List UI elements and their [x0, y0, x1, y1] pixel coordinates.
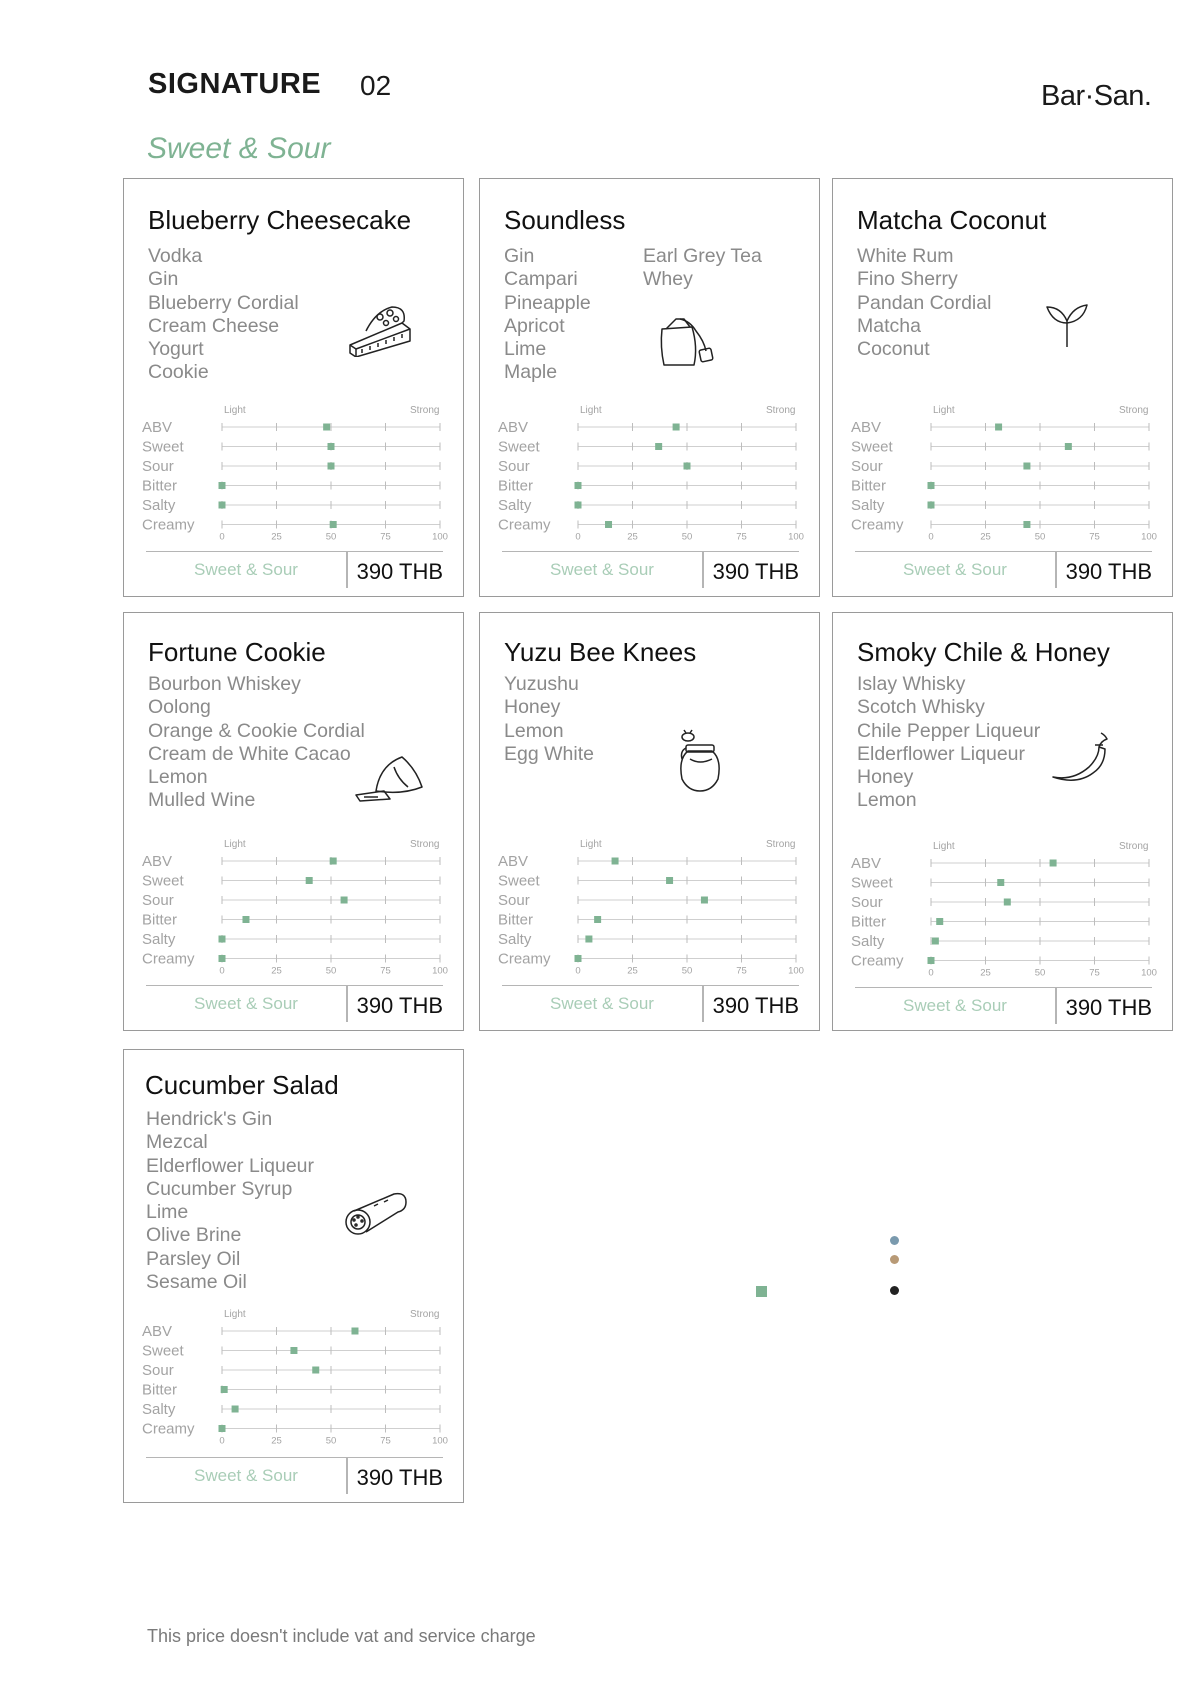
flavor-value-marker — [684, 463, 691, 470]
flavor-value-marker — [928, 482, 935, 489]
drink-name: Blueberry Cheesecake — [148, 205, 412, 235]
category-label: Sweet & Sour — [903, 560, 1007, 579]
divider — [346, 986, 348, 1022]
drink-card — [832, 178, 1173, 597]
ingredient: Parsley Oil — [146, 1247, 241, 1270]
cucumber-icon — [344, 1190, 408, 1238]
flavor-label: Salty — [142, 1401, 176, 1418]
ingredient: Mulled Wine — [148, 789, 256, 812]
flavor-label: ABV — [498, 853, 529, 870]
flavor-label: Creamy — [498, 516, 551, 534]
flavor-profile-chart — [851, 839, 1161, 979]
fortune-cookie-icon — [354, 753, 426, 803]
axis-light-label: Light — [580, 839, 602, 850]
drink-card — [832, 612, 1173, 1031]
flavor-label: Sweet — [498, 872, 540, 890]
ingredient: Elderflower Liqueur — [857, 742, 1026, 765]
flavor-label: ABV — [142, 419, 173, 436]
ingredient: Yogurt — [148, 338, 204, 361]
chili-pepper-icon — [1051, 731, 1111, 783]
tick-label: 100 — [788, 531, 804, 543]
category-label: Sweet & Sour — [550, 560, 654, 579]
axis-strong-label: Strong — [766, 839, 796, 850]
tick-label: 25 — [627, 965, 638, 977]
axis-strong-label: Strong — [410, 405, 440, 416]
ingredient: White Rum — [857, 245, 954, 267]
ingredient: Lemon — [504, 719, 564, 742]
flavor-label: Salty — [142, 497, 176, 514]
flavor-value-marker — [1065, 443, 1072, 450]
flavor-label: Creamy — [142, 516, 195, 534]
flavor-label: Sweet — [498, 438, 540, 456]
section-title: Sweet & Sour — [147, 132, 331, 165]
tick-label: 100 — [432, 1435, 448, 1447]
flavor-value-marker — [1004, 899, 1011, 906]
honey-jar-icon — [676, 729, 724, 793]
axis-light-label: Light — [224, 839, 246, 850]
ingredient-list — [504, 673, 594, 766]
tick-label: 0 — [928, 967, 934, 979]
flavor-value-marker — [290, 1347, 297, 1354]
ingredient: Olive Brine — [146, 1224, 242, 1247]
flavor-label: Creamy — [142, 1420, 195, 1438]
flavor-value-marker — [605, 521, 612, 528]
axis-strong-label: Strong — [1119, 841, 1149, 852]
flavor-value-marker — [575, 955, 582, 962]
axis-strong-label: Strong — [1119, 405, 1149, 416]
ingredient: Elderflower Liqueur — [146, 1154, 315, 1177]
flavor-label: ABV — [851, 419, 882, 436]
ingredient: Islay Whisky — [857, 673, 966, 695]
ingredient-list — [504, 245, 591, 385]
flavor-value-marker — [575, 502, 582, 509]
ingredient: Cream de White Cacao — [148, 742, 351, 765]
ingredient: Sesame Oil — [146, 1271, 247, 1294]
flavor-label: Sour — [142, 458, 174, 475]
price: 390 THB — [712, 559, 799, 584]
axis-strong-label: Strong — [766, 405, 796, 416]
flavor-profile-chart — [142, 837, 452, 977]
flavor-label: Sour — [498, 892, 530, 909]
ingredient: Blueberry Cordial — [148, 291, 299, 314]
drink-name: Cucumber Salad — [145, 1070, 339, 1100]
drink-name: Matcha Coconut — [857, 205, 1047, 235]
flavor-value-marker — [997, 879, 1004, 886]
ingredient-list — [148, 673, 365, 813]
tick-label: 50 — [681, 965, 693, 977]
flavor-value-marker — [594, 916, 601, 923]
flavor-label: Bitter — [851, 477, 887, 495]
flavor-label: Salty — [851, 933, 885, 950]
ingredient: Lime — [146, 1201, 189, 1224]
flavor-label: Sweet — [142, 1342, 184, 1360]
flavor-label: ABV — [142, 1323, 173, 1340]
tick-label: 100 — [788, 965, 804, 977]
flavor-label: Sour — [142, 892, 174, 909]
drink-card — [123, 178, 464, 597]
tick-label: 100 — [1141, 967, 1157, 979]
tick-label: 25 — [627, 531, 638, 543]
ingredient: Honey — [857, 766, 914, 789]
flavor-profile-chart — [142, 1307, 452, 1447]
ingredient: Matcha — [857, 314, 921, 337]
flavor-label: ABV — [498, 419, 529, 436]
ingredient-list — [857, 245, 991, 361]
divider — [702, 552, 704, 588]
ingredient: Lemon — [857, 789, 917, 812]
flavor-value-marker — [323, 424, 330, 431]
flavor-value-marker — [306, 877, 313, 884]
tick-label: 0 — [928, 531, 934, 543]
flavor-value-marker — [330, 521, 337, 528]
drink-card — [479, 178, 820, 597]
flavor-label: Bitter — [498, 477, 534, 495]
flavor-label: Salty — [142, 931, 176, 948]
ingredient: Pandan Cordial — [857, 291, 992, 314]
flavor-label: Salty — [498, 931, 532, 948]
ingredient: Whey — [643, 268, 693, 291]
tick-label: 25 — [980, 531, 991, 543]
flavor-value-marker — [575, 482, 582, 489]
price-disclaimer: This price doesn't include vat and service charge — [147, 1626, 536, 1646]
ingredient: Honey — [504, 696, 561, 719]
category-label: Sweet & Sour — [194, 1466, 298, 1485]
flavor-value-marker — [932, 938, 939, 945]
ingredient: Earl Grey Tea — [643, 245, 762, 267]
divider — [1055, 552, 1057, 588]
sprout-icon — [1045, 303, 1089, 349]
legend-dot-blue — [890, 1236, 899, 1245]
flavor-value-marker — [585, 936, 592, 943]
tick-label: 75 — [736, 965, 747, 977]
axis-light-label: Light — [224, 1309, 246, 1320]
flavor-value-marker — [219, 955, 226, 962]
drink-card — [479, 612, 820, 1031]
drink-name: Yuzu Bee Knees — [504, 637, 697, 667]
divider — [702, 986, 704, 1022]
tick-label: 75 — [1089, 967, 1100, 979]
flavor-label: ABV — [851, 855, 882, 872]
flavor-label: Sour — [142, 1362, 174, 1379]
tick-label: 50 — [681, 531, 693, 543]
card-footer — [502, 551, 799, 592]
tick-label: 50 — [325, 965, 337, 977]
legend-square-green — [756, 1286, 767, 1297]
drink-card — [123, 1049, 464, 1503]
axis-strong-label: Strong — [410, 1309, 440, 1320]
drink-card — [123, 612, 464, 1031]
card-footer — [502, 985, 799, 1026]
divider — [1055, 988, 1057, 1024]
flavor-label: Bitter — [142, 911, 178, 929]
flavor-label: ABV — [142, 853, 173, 870]
ingredient: Apricot — [504, 314, 565, 337]
tick-label: 50 — [325, 1435, 337, 1447]
flavor-value-marker — [928, 502, 935, 509]
flavor-value-marker — [328, 463, 335, 470]
ingredient: Yuzushu — [504, 673, 579, 695]
ingredient: Scotch Whisky — [857, 696, 985, 719]
ingredient: Gin — [504, 245, 535, 267]
flavor-value-marker — [1023, 521, 1030, 528]
flavor-value-marker — [330, 858, 337, 865]
ingredient: Coconut — [857, 338, 930, 361]
flavor-value-marker — [701, 897, 708, 904]
flavor-value-marker — [242, 916, 249, 923]
drink-name: Fortune Cookie — [148, 637, 326, 667]
divider — [346, 552, 348, 588]
price: 390 THB — [356, 993, 443, 1018]
category-label: Sweet & Sour — [194, 560, 298, 579]
ingredient-list — [857, 673, 1040, 813]
flavor-label: Sweet — [142, 438, 184, 456]
flavor-label: Sour — [851, 894, 883, 911]
flavor-value-marker — [232, 1406, 239, 1413]
page-title: SIGNATURE — [148, 68, 322, 100]
ingredient: Bourbon Whiskey — [148, 673, 301, 695]
flavor-value-marker — [221, 1386, 228, 1393]
ingredient: Fino Sherry — [857, 268, 958, 291]
tick-label: 0 — [575, 965, 581, 977]
tick-label: 50 — [1034, 531, 1046, 543]
legend-dot-black — [890, 1286, 899, 1295]
flavor-label: Sweet — [851, 438, 893, 456]
tick-label: 75 — [380, 965, 391, 977]
flavor-value-marker — [1050, 860, 1057, 867]
card-footer — [855, 987, 1152, 1028]
tick-label: 100 — [1141, 531, 1157, 543]
card-footer — [855, 551, 1152, 592]
category-label: Sweet & Sour — [194, 994, 298, 1013]
flavor-label: Bitter — [498, 911, 534, 929]
tick-label: 25 — [271, 1435, 282, 1447]
flavor-value-marker — [655, 443, 662, 450]
flavor-label: Creamy — [498, 950, 551, 968]
ingredient: Pineapple — [504, 291, 591, 314]
tick-label: 0 — [219, 531, 225, 543]
axis-light-label: Light — [933, 405, 955, 416]
ingredient-list — [148, 245, 299, 385]
tick-label: 0 — [219, 1435, 225, 1447]
flavor-value-marker — [666, 877, 673, 884]
flavor-profile-chart — [142, 403, 452, 543]
ingredient: Lime — [504, 338, 547, 361]
divider — [346, 1458, 348, 1494]
tick-label: 75 — [1089, 531, 1100, 543]
flavor-profile-chart — [851, 403, 1161, 543]
ingredient: Hendrick's Gin — [146, 1108, 273, 1130]
legend-dot-tan — [890, 1255, 899, 1264]
card-footer — [146, 1457, 443, 1498]
flavor-label: Sweet — [142, 872, 184, 890]
ingredient: Cookie — [148, 361, 209, 384]
tick-label: 100 — [432, 965, 448, 977]
price: 390 THB — [1065, 995, 1152, 1020]
flavor-value-marker — [219, 936, 226, 943]
ingredient: Lemon — [148, 766, 208, 789]
flavor-value-marker — [341, 897, 348, 904]
flavor-value-marker — [328, 443, 335, 450]
flavor-label: Creamy — [851, 952, 904, 970]
flavor-value-marker — [351, 1328, 358, 1335]
axis-light-label: Light — [224, 405, 246, 416]
tick-label: 25 — [980, 967, 991, 979]
page-number: 02 — [360, 70, 392, 101]
flavor-value-marker — [612, 858, 619, 865]
ingredient: Egg White — [504, 742, 594, 765]
flavor-value-marker — [673, 424, 680, 431]
flavor-value-marker — [219, 502, 226, 509]
tick-label: 50 — [1034, 967, 1046, 979]
tick-label: 75 — [380, 1435, 391, 1447]
ingredient: Campari — [504, 268, 578, 291]
axis-light-label: Light — [933, 841, 955, 852]
axis-strong-label: Strong — [410, 839, 440, 850]
flavor-label: Bitter — [851, 913, 887, 931]
tick-label: 100 — [432, 531, 448, 543]
category-label: Sweet & Sour — [550, 994, 654, 1013]
flavor-label: Sweet — [851, 874, 893, 892]
flavor-label: Sour — [851, 458, 883, 475]
tick-label: 25 — [271, 965, 282, 977]
flavor-value-marker — [219, 1425, 226, 1432]
flavor-value-marker — [928, 957, 935, 964]
ingredient: Maple — [504, 361, 558, 384]
flavor-value-marker — [1023, 463, 1030, 470]
price: 390 THB — [356, 559, 443, 584]
ingredient-list — [146, 1108, 314, 1294]
price: 390 THB — [356, 1465, 443, 1490]
drink-name: Smoky Chile & Honey — [857, 637, 1110, 667]
flavor-label: Creamy — [142, 950, 195, 968]
card-footer — [146, 985, 443, 1026]
tick-label: 0 — [219, 965, 225, 977]
ingredient: Cream Cheese — [148, 314, 280, 337]
brand-logo: Bar·San. — [1041, 80, 1152, 112]
flavor-value-marker — [312, 1367, 319, 1374]
tick-label: 0 — [575, 531, 581, 543]
flavor-label: Salty — [851, 497, 885, 514]
flavor-label: Sour — [498, 458, 530, 475]
ingredient: Gin — [148, 268, 179, 291]
cheesecake-icon — [346, 301, 418, 357]
ingredient: Cucumber Syrup — [146, 1177, 293, 1200]
flavor-value-marker — [219, 482, 226, 489]
price: 390 THB — [1065, 559, 1152, 584]
ingredient: Mezcal — [146, 1131, 208, 1154]
flavor-label: Salty — [498, 497, 532, 514]
drink-name: Soundless — [504, 205, 626, 235]
flavor-label: Bitter — [142, 477, 178, 495]
tea-bag-icon — [656, 317, 722, 369]
flavor-profile-chart — [498, 837, 808, 977]
flavor-value-marker — [936, 918, 943, 925]
tick-label: 75 — [380, 531, 391, 543]
flavor-label: Creamy — [851, 516, 904, 534]
tick-label: 50 — [325, 531, 337, 543]
flavor-profile-chart — [498, 403, 808, 543]
axis-light-label: Light — [580, 405, 602, 416]
ingredient: Chile Pepper Liqueur — [857, 719, 1041, 742]
flavor-label: Bitter — [142, 1381, 178, 1399]
card-footer — [146, 551, 443, 592]
price: 390 THB — [712, 993, 799, 1018]
flavor-value-marker — [995, 424, 1002, 431]
tick-label: 75 — [736, 531, 747, 543]
ingredient: Orange & Cookie Cordial — [148, 719, 365, 742]
ingredient: Oolong — [148, 696, 211, 719]
category-label: Sweet & Sour — [903, 996, 1007, 1015]
ingredient: Vodka — [148, 245, 203, 267]
ingredient-list-secondary — [643, 245, 762, 292]
tick-label: 25 — [271, 531, 282, 543]
